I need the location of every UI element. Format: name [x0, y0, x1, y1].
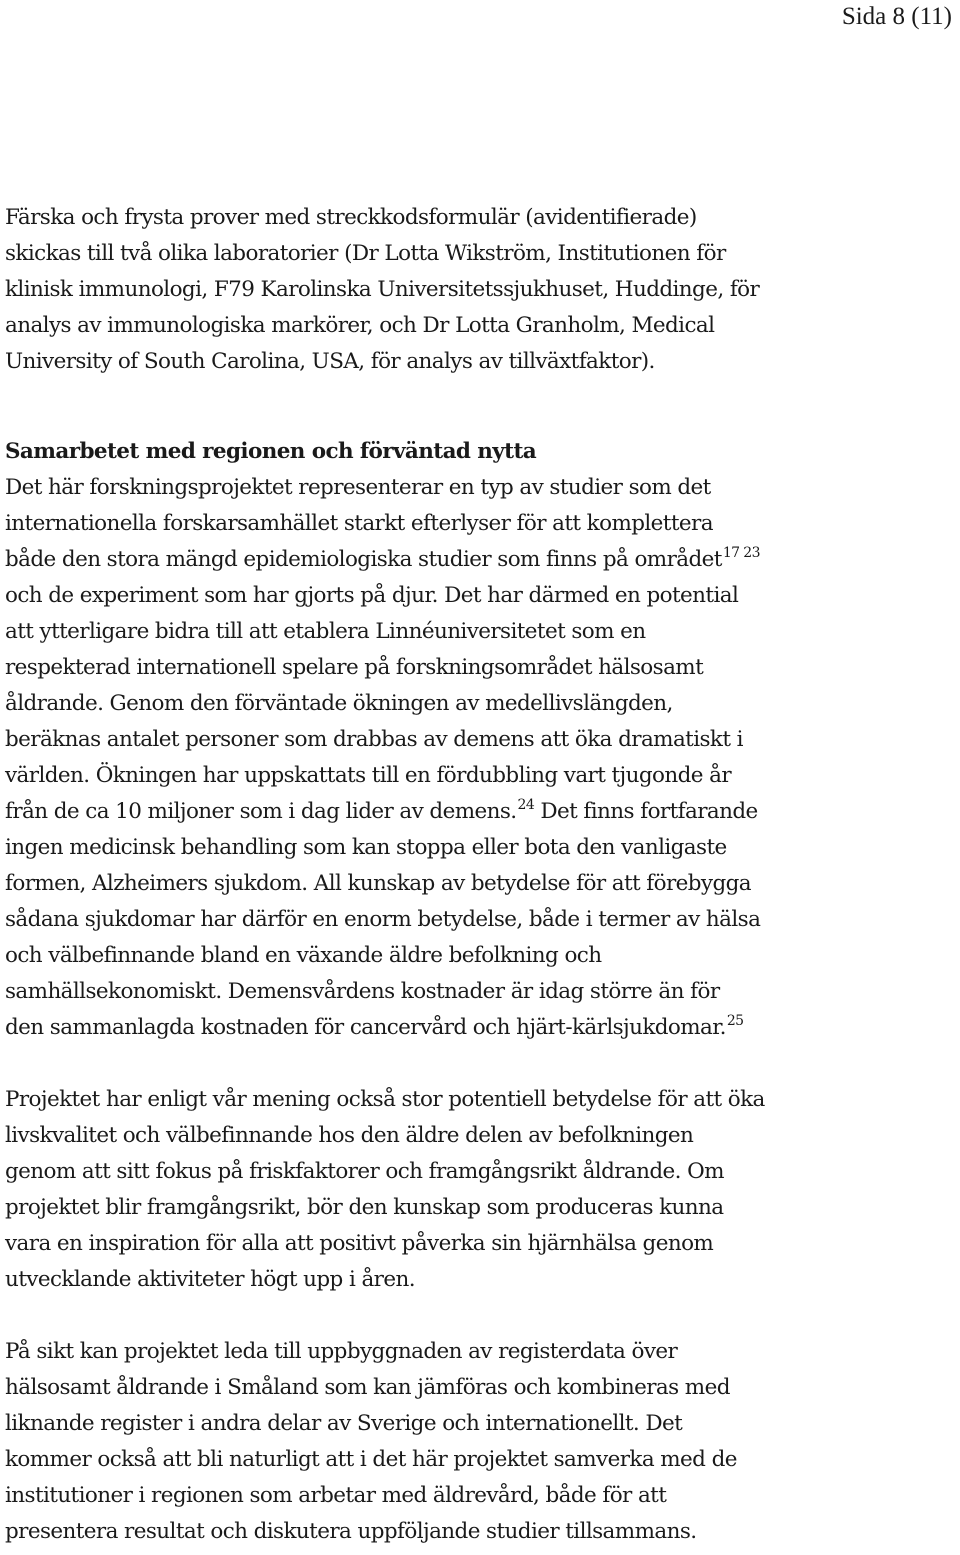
- text-line: utvecklande aktiviteter högt upp i åren.: [5, 1267, 415, 1292]
- document-body: [5, 200, 955, 1550]
- text-line: och välbefinnande bland en växande äldre befolkning och: [5, 943, 602, 968]
- text-line: beräknas antalet personer som drabbas av demens att öka dramatiskt i: [5, 727, 743, 752]
- text-line: världen. Ökningen har uppskattats till en fördubbling vart tjugonde år: [5, 763, 732, 788]
- footnote-ref: 24: [517, 797, 535, 813]
- text-line: hälsosamt åldrande i Småland som kan jämföras och kombineras med: [5, 1375, 730, 1400]
- text-line: vara en inspiration för alla att positivt påverka sin hjärnhälsa genom: [5, 1231, 714, 1256]
- text-fragment: både den stora mängd epidemiologiska studier som finns på området: [5, 547, 722, 572]
- text-line: skickas till två olika laboratorier (Dr Lotta Wikström, Institutionen för: [5, 241, 726, 266]
- text-line: [5, 542, 955, 578]
- text-line: University of South Carolina, USA, för analys av tillväxtfaktor).: [5, 349, 655, 374]
- text-line: genom att sitt fokus på friskfaktorer och framgångsrikt åldrande. Om: [5, 1159, 724, 1184]
- text-line: formen, Alzheimers sjukdom. All kunskap av betydelse för att förebygga: [5, 871, 752, 896]
- page-number: Sida 8 (11): [841, 3, 952, 30]
- footnote-ref: 17 23: [722, 545, 760, 561]
- text-line: kommer också att bli naturligt att i det här projektet samverka med de: [5, 1447, 737, 1472]
- text-line: projektet blir framgångsrikt, bör den kunskap som produceras kunna: [5, 1195, 724, 1220]
- text-line: [5, 794, 955, 830]
- text-line: respekterad internationell spelare på forskningsområdet hälsosamt: [5, 655, 704, 680]
- text-line: åldrande. Genom den förväntade ökningen av medellivslängden,: [5, 691, 673, 716]
- text-fragment: Det finns fortfarande: [534, 799, 758, 824]
- text-line: samhällsekonomiskt. Demensvårdens kostnader är idag större än för: [5, 979, 720, 1004]
- text-line: liknande register i andra delar av Sverige och internationellt. Det: [5, 1411, 683, 1436]
- text-line: institutioner i regionen som arbetar med äldrevård, både för att: [5, 1483, 667, 1508]
- text-line: ingen medicinsk behandling som kan stoppa eller bota den vanligaste: [5, 835, 727, 860]
- text-fragment: den sammanlagda kostnaden för cancervård och hjärt-kärlsjukdomar.: [5, 1015, 726, 1040]
- paragraph-registry: [5, 1334, 955, 1550]
- text-line: och de experiment som har gjorts på djur. Det har därmed en potential: [5, 583, 739, 608]
- footnote-ref: 25: [726, 1013, 744, 1029]
- section-collaboration: [5, 434, 955, 1046]
- text-line: att ytterligare bidra till att etablera Linnéuniversitetet som en: [5, 619, 646, 644]
- text-line: På sikt kan projektet leda till uppbyggnaden av registerdata över: [5, 1339, 678, 1364]
- text-line: analys av immunologiska markörer, och Dr Lotta Granholm, Medical: [5, 313, 715, 338]
- text-line: sådana sjukdomar har därför en enorm betydelse, både i termer av hälsa: [5, 907, 761, 932]
- text-line: Projektet har enligt vår mening också stor potentiell betydelse för att öka: [5, 1087, 765, 1112]
- text-line: Det här forskningsprojektet representerar en typ av studier som det: [5, 475, 711, 500]
- text-line: livskvalitet och välbefinnande hos den äldre delen av befolkningen: [5, 1123, 694, 1148]
- section-heading: Samarbetet med regionen och förväntad nytta: [5, 439, 537, 464]
- text-line: klinisk immunologi, F79 Karolinska Universitetssjukhuset, Huddinge, för: [5, 277, 760, 302]
- text-line: presentera resultat och diskutera uppföljande studier tillsammans.: [5, 1519, 697, 1544]
- paragraph-samples: [5, 200, 955, 380]
- text-fragment: från de ca 10 miljoner som i dag lider av demens.: [5, 799, 517, 824]
- text-line: [5, 1010, 955, 1046]
- text-line: internationella forskarsamhället starkt efterlyser för att komplettera: [5, 511, 713, 536]
- paragraph-benefit: [5, 1082, 955, 1298]
- text-line: Färska och frysta prover med streckkodsformulär (avidentifierade): [5, 205, 697, 230]
